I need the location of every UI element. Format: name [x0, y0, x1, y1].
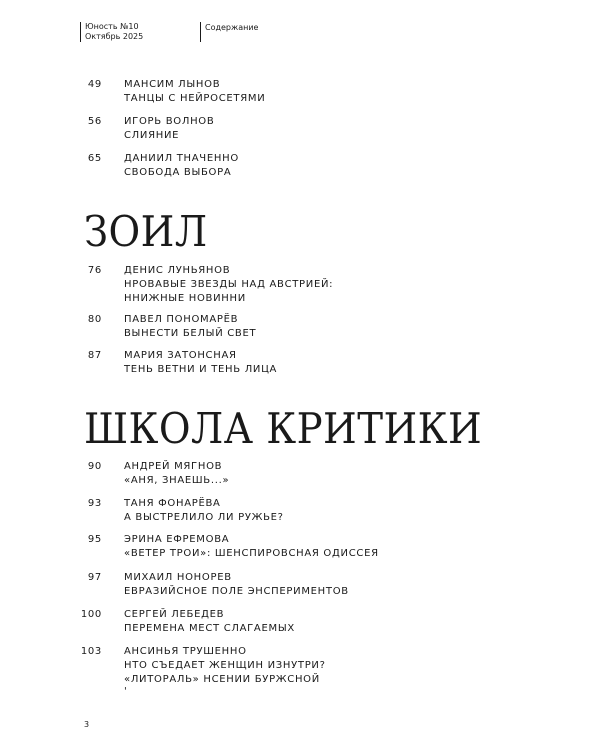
entry-title: «ЛИТОРАЛЬ» НСЕНИИ БУРЖСНОЙ: [124, 674, 320, 685]
entry-page-number: 90: [87, 461, 102, 472]
entry-author: СЕРГЕЙ ЛЕБЕДЕВ: [124, 609, 225, 620]
entry-author: ПАВЕЛ ПОНОМАРЁВ: [124, 314, 239, 325]
entry-title: ПЕРЕМЕНА МЕСТ СЛАГАЕМЫХ: [124, 623, 295, 634]
section-label: Содержание: [205, 23, 259, 32]
section-label-block: [200, 22, 258, 42]
entry-body: [124, 460, 229, 488]
entry-author: МИХАИЛ НОНОРЕВ: [124, 572, 232, 583]
entry-author: АНСИНЬЯ ТРУШЕННО: [124, 646, 247, 657]
entry-page-number: 56: [87, 116, 102, 127]
magazine-title: Юность №10: [85, 22, 139, 31]
entry-title: ВЫНЕСТИ БЕЛЫЙ СВЕТ: [124, 328, 257, 339]
entry-title: ТАНЦЫ С НЕЙРОСЕТЯМИ: [124, 93, 266, 104]
entry-author: ИГОРЬ ВОЛНОВ: [124, 116, 215, 127]
entry-title: ННИЖНЫЕ НОВИННИ: [124, 293, 246, 304]
entry-title: А ВЫСТРЕЛИЛО ЛИ РУЖЬЕ?: [124, 512, 284, 523]
entry-page-number: 65: [87, 153, 102, 164]
entry-author: АНДРЕЙ МЯГНОВ: [124, 461, 223, 472]
clipped-text-fragment: ': [124, 686, 127, 697]
entry-title: НТО СЪЕДАЕТ ЖЕНЩИН ИЗНУТРИ?: [124, 660, 326, 671]
entry-author: ТАНЯ ФОНАРЁВА: [124, 498, 221, 509]
entry-title: ЕВРАЗИЙСНОЕ ПОЛЕ ЭНСПЕРИМЕНТОВ: [124, 586, 349, 597]
entry-page-number: 87: [87, 350, 102, 361]
entry-title: НРОВАВЫЕ ЗВЕЗДЫ НАД АВСТРИЕЙ:: [124, 279, 334, 290]
entry-page-number: 95: [87, 534, 102, 545]
entry-author: МАНСИМ ЛЫНОВ: [124, 79, 221, 90]
magazine-issue-block: [80, 22, 143, 42]
issue-date: Октябрь 2025: [85, 32, 144, 41]
entry-title: «ВЕТЕР ТРОИ»: ШЕНСПИРОВСНАЯ ОДИССЕЯ: [124, 548, 379, 559]
entry-title: СВОБОДА ВЫБОРА: [124, 167, 232, 178]
entry-author: ДАНИИЛ ТНАЧЕННО: [124, 153, 239, 164]
entry-page-number: 49: [87, 79, 102, 90]
entry-body: [124, 497, 284, 525]
entry-page-number: 103: [80, 646, 102, 657]
entry-body: [124, 645, 326, 687]
section-title-zoil: ЗОИЛ: [84, 207, 208, 256]
entry-body: [124, 115, 214, 143]
entry-page-number: 93: [87, 498, 102, 509]
entry-body: [124, 78, 265, 106]
entry-body: [124, 349, 277, 377]
entry-page-number: 80: [87, 314, 102, 325]
entry-body: [124, 608, 295, 636]
entry-body: [124, 264, 333, 306]
entry-body: [124, 313, 256, 341]
page-number: 3: [84, 720, 90, 729]
entry-body: [124, 533, 379, 561]
entry-page-number: 100: [80, 609, 102, 620]
section-title-criticism: ШКОЛА КРИТИКИ: [84, 404, 483, 453]
entry-title: ТЕНЬ ВЕТНИ И ТЕНЬ ЛИЦА: [124, 364, 278, 375]
entry-author: ДЕНИС ЛУНЬЯНОВ: [124, 265, 231, 276]
entry-title: СЛИЯНИЕ: [124, 130, 180, 141]
entry-page-number: 97: [87, 572, 102, 583]
entry-author: МАРИЯ ЗАТОНСНАЯ: [124, 350, 237, 361]
entry-author: ЭРИНА ЕФРЕМОВА: [124, 534, 230, 545]
entry-title: «АНЯ, ЗНАЕШЬ...»: [124, 475, 230, 486]
entry-body: [124, 152, 239, 180]
entry-body: [124, 571, 349, 599]
entry-page-number: 76: [87, 265, 102, 276]
